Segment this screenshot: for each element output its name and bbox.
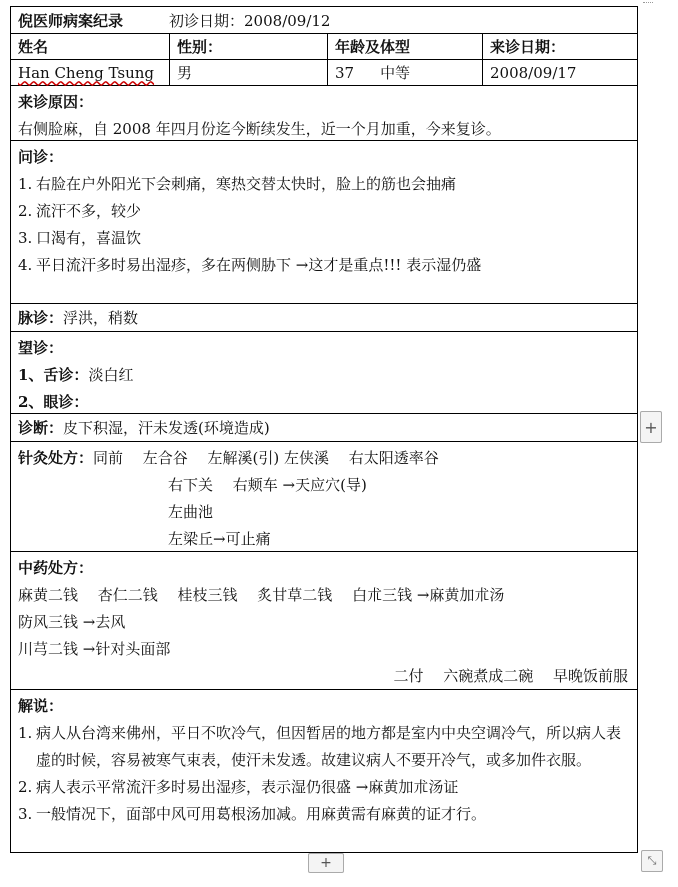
info-header-row [11,33,637,59]
herbal-line-1: 麻黄二钱 杏仁二钱 桂枝三钱 炙甘草二钱 白朮三钱 →麻黄加朮汤 [18,586,505,604]
visit-date-value[interactable]: 2008/09/17 [482,60,637,85]
patient-name: Han Cheng Tsung [18,63,155,82]
herbal-line-3: 川芎二钱 →针对头面部 [18,640,171,658]
list-item: 1. 右脸在户外阳光下会刺痛，寒热交替太快时，脸上的筋也会抽痛 [18,175,457,193]
list-item: 1. 病人从台湾来佛州，平日不吹冷气，但因暂居的地方都是室内中央空调冷气，所以病人表虚的时候，容易被寒气束表，使汗未发透。故建议病人不要开冷气，或多加件衣服。 [18,724,622,769]
diagnosis-section[interactable] [11,413,637,441]
herbal-label: 中药处方： [18,559,94,577]
tongue-text: 淡白红 [88,366,134,384]
info-value-row [11,59,637,85]
list-item: 2. 流汗不多，较少 [18,202,142,220]
inquiry-label: 问诊： [18,148,64,166]
case-record-table [10,6,638,853]
add-column-button[interactable]: + [640,411,662,443]
inquiry-section[interactable] [11,140,637,303]
page-corner-mark [643,2,653,7]
age-value: 37 [335,63,355,82]
observation-section[interactable] [11,331,637,413]
inquiry-list [18,171,630,279]
name-label: 姓名 [18,38,49,56]
title-row [11,7,637,33]
add-row-button[interactable]: + [308,853,344,873]
reason-section[interactable] [11,85,637,140]
pulse-label: 脉诊： [18,309,64,327]
record-title: 倪医师病案纪录 [18,11,124,30]
explanation-section[interactable] [11,689,637,852]
build-value: 中等 [380,64,411,82]
gender-value[interactable]: 男 [169,60,327,85]
acupuncture-line-2: 右下关 右颊车 →天应穴(导) [168,476,367,494]
diagnosis-label: 诊断： [18,419,64,437]
age-cell[interactable] [327,60,482,85]
list-item: 4. 平日流汗多时易出湿疹，多在两侧胁下 →这才是重点!!! 表示湿仍盛 [18,256,482,274]
list-item: 3. 一般情况下，面部中风可用葛根汤加减。用麻黄需有麻黄的证才行。 [18,805,487,823]
acupuncture-line-1: 同前 左合谷 左解溪(引) 左侠溪 右太阳透率谷 [93,449,439,467]
acupuncture-section[interactable] [11,441,637,551]
age-label: 年龄及体型 [327,34,482,59]
list-item: 2. 病人表示平常流汗多时易出湿疹，表示湿仍很盛 →麻黄加朮汤证 [18,778,459,796]
herbal-instructions: 二付 六碗煮成二碗 早晚饭前服 [393,667,628,685]
list-item: 3. 口渴有，喜温饮 [18,229,142,247]
explanation-list [18,720,630,828]
herbal-section[interactable] [11,551,637,689]
reason-text: 右侧脸麻，自 2008 年四月份迄今断续发生，近一个月加重，今来复诊。 [18,120,501,138]
name-cell[interactable] [11,60,169,85]
first-visit-date: 初诊日期：2008/09/12 [169,11,331,30]
observation-label: 望诊： [18,339,64,357]
visit-date-label: 来诊日期： [482,34,637,59]
acupuncture-label: 针灸处方： [18,449,94,467]
tongue-label: 1、舌诊： [18,366,89,384]
reason-label: 来诊原因： [18,93,94,111]
pulse-section[interactable] [11,303,637,331]
diagnosis-text: 皮下积湿，汗未发透(环境造成) [63,419,270,437]
pulse-text: 浮洪，稍数 [63,309,139,327]
herbal-line-2: 防风三钱 →去风 [18,613,126,631]
explanation-label: 解说： [18,697,64,715]
acupuncture-line-3: 左曲池 [168,503,214,521]
gender-label: 性别： [169,34,327,59]
resize-handle-icon[interactable]: ⤡ [641,850,663,872]
eye-label: 2、眼诊： [18,393,89,411]
acupuncture-line-4: 左梁丘→可止痛 [168,530,271,548]
